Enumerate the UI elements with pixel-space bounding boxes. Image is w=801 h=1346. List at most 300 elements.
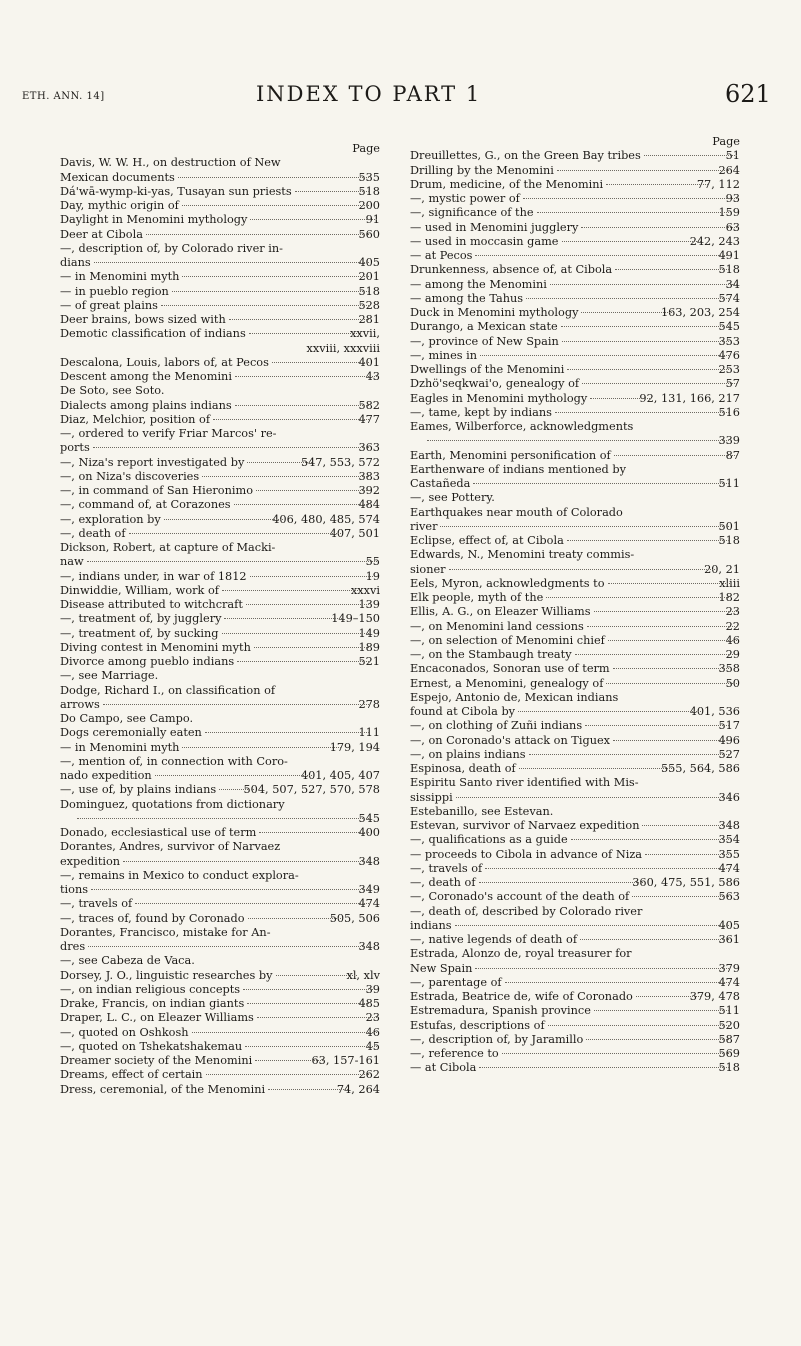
page-reference: 496	[718, 733, 740, 747]
index-entry	[60, 584, 380, 598]
index-entry	[60, 912, 380, 926]
dot-leader	[644, 155, 737, 156]
dot-leader	[590, 398, 650, 399]
index-entry	[60, 798, 380, 827]
entry-text: —, qualifications as a guide	[410, 833, 568, 847]
entry-text: Ellis, A. G., on Eleazer Williams	[410, 605, 591, 619]
entry-text: —, mystic power of	[410, 192, 520, 205]
index-entry	[60, 954, 380, 968]
entry-text: Espinosa, death of	[410, 762, 516, 775]
index-entry	[410, 320, 740, 334]
page-reference: 520	[718, 1018, 740, 1032]
page-reference: 77, 112	[696, 177, 740, 191]
entry-text: —, on selection of Menomini chief	[410, 633, 605, 647]
index-entry	[410, 691, 740, 720]
index-entry	[60, 342, 380, 356]
dot-leader	[257, 1017, 377, 1018]
page-reference: 74, 264	[336, 1082, 380, 1096]
dot-leader	[479, 882, 644, 883]
dot-leader	[234, 504, 370, 505]
dot-leader	[249, 333, 361, 334]
entry-text: Day, mythic origin of	[60, 199, 179, 212]
dot-leader	[567, 369, 729, 370]
index-entry	[60, 370, 380, 384]
index-entry	[410, 349, 740, 363]
entry-text: Elk people, myth of the	[410, 591, 544, 604]
index-entry	[410, 762, 740, 776]
index-entry	[60, 185, 380, 199]
entry-text: —, Niza's report investigated by	[60, 455, 245, 469]
entry-text: —, travels of	[60, 897, 133, 911]
dot-leader	[243, 989, 377, 990]
dot-leader	[272, 362, 370, 363]
page-reference: 242, 243	[689, 234, 740, 248]
entry-text: Donado, ecclesiastical use of term	[60, 826, 257, 839]
page-reference: 253	[718, 363, 740, 376]
dot-leader	[164, 519, 283, 520]
dot-leader	[202, 476, 369, 477]
page-reference: 201	[358, 270, 380, 284]
dot-leader	[562, 241, 701, 242]
page-reference: 474	[718, 861, 740, 875]
entry-text: —, description of, by Colorado river in-	[60, 241, 283, 255]
entry-text: —, tame, kept by indians	[410, 405, 552, 419]
index-entry	[60, 228, 380, 242]
page-reference: 407, 501	[329, 526, 380, 540]
dot-leader	[456, 797, 730, 798]
entry-text: — among the Menomini	[410, 277, 547, 291]
page-reference: 518	[358, 184, 380, 198]
index-entry	[410, 406, 740, 420]
dot-leader	[645, 854, 729, 855]
index-entry	[60, 1068, 380, 1082]
index-entry	[60, 712, 380, 726]
index-entry	[60, 299, 380, 313]
dot-leader	[268, 1089, 348, 1090]
page-reference: 360, 475, 551, 586	[632, 876, 740, 889]
page-reference: 504, 507, 527, 570, 578	[243, 783, 380, 797]
index-entry	[410, 1033, 740, 1047]
entry-text: —, exploration by	[60, 512, 161, 526]
dot-leader	[129, 533, 341, 534]
dot-leader	[594, 1010, 730, 1011]
index-entry	[410, 905, 740, 934]
page-reference: 149–150	[331, 612, 380, 626]
page-reference: 353	[718, 334, 740, 348]
entry-text: Drake, Francis, on indian giants	[60, 997, 245, 1010]
index-entry	[60, 313, 380, 327]
entry-text: —, treatment of, by sucking	[60, 626, 219, 640]
entry-text: Estrada, Alonzo de, royal treasurer for	[410, 947, 632, 961]
page-reference: 563	[718, 890, 740, 904]
dot-leader	[636, 996, 701, 997]
dot-leader	[594, 611, 737, 612]
page-reference: 92, 131, 166, 217	[639, 391, 740, 405]
index-entry	[60, 869, 380, 898]
entry-text: — proceeds to Cibola in advance of Niza	[410, 847, 642, 861]
entry-text: —, description of, by Jaramillo	[410, 1032, 584, 1046]
index-entry	[60, 612, 380, 626]
entry-text: — in Menomini myth	[60, 740, 180, 754]
dot-leader	[246, 604, 370, 605]
index-entry	[60, 826, 380, 840]
entry-text: —, remains in Mexico to conduct explora-	[60, 868, 299, 882]
entry-text: Dogs ceremonially eaten	[60, 726, 202, 740]
dot-leader	[615, 269, 729, 270]
index-entry	[60, 840, 380, 869]
entry-text: Edwards, N., Menomini treaty commis-	[410, 548, 635, 562]
index-entry	[410, 206, 740, 220]
page-reference: 476	[718, 348, 740, 362]
index-entry	[410, 1047, 740, 1061]
entry-text: Divorce among pueblo indians	[60, 655, 235, 668]
dot-leader	[237, 661, 369, 662]
entry-text: Daylight in Menomini mythology	[60, 213, 248, 227]
index-entry	[410, 648, 740, 662]
index-entry	[410, 833, 740, 847]
page-reference: 348	[358, 854, 380, 868]
entry-text: Dominguez, quotations from dictionary	[60, 797, 285, 811]
index-entry	[410, 876, 740, 890]
index-entry	[410, 819, 740, 833]
entry-text: arrows	[60, 697, 100, 711]
page-reference: 569	[718, 1047, 740, 1060]
dot-leader	[178, 177, 370, 178]
entry-text: Descalona, Louis, labors of, at Pecos	[60, 355, 269, 369]
dot-leader	[475, 968, 729, 969]
page-reference: 200	[358, 199, 380, 212]
dot-leader	[606, 184, 708, 185]
entry-text: Do Campo, see Campo.	[60, 712, 194, 725]
entry-text: — used in Menomini jugglery	[410, 220, 579, 234]
dot-leader	[205, 732, 370, 733]
running-head-title: INDEX TO PART 1	[256, 82, 482, 106]
entry-text: —, in command of San Hieronimo	[60, 484, 254, 497]
index-entry	[410, 392, 740, 406]
index-entry	[60, 413, 380, 427]
index-entry	[410, 449, 740, 463]
dot-leader	[608, 583, 731, 584]
dot-leader	[502, 1053, 730, 1054]
page-reference: 401, 536	[689, 705, 740, 718]
dot-leader	[479, 1067, 729, 1068]
entry-text: Dorantes, Andres, survivor of Narvaez	[60, 840, 281, 854]
index-entry	[410, 335, 740, 349]
dot-leader	[87, 561, 377, 562]
dot-leader	[580, 939, 729, 940]
index-entry	[410, 235, 740, 249]
index-entry	[410, 605, 740, 619]
index-entry	[60, 384, 380, 398]
running-head-left: ETH. ANN. 14]	[22, 91, 105, 102]
index-entry	[410, 976, 740, 990]
page-reference: 363	[358, 441, 380, 455]
entry-text: Dialects among plains indians	[60, 398, 232, 412]
page-reference: 278	[358, 697, 380, 711]
dot-leader	[213, 419, 369, 420]
index-entry	[60, 627, 380, 641]
page-reference: 405	[358, 256, 380, 269]
entry-text: indians	[410, 918, 452, 932]
page-reference: 485	[358, 997, 380, 1010]
index-entry	[60, 399, 380, 413]
page-reference: 491	[718, 249, 740, 262]
page-reference: 560	[358, 227, 380, 241]
dot-leader	[546, 597, 729, 598]
entry-text: Dreams, effect of certain	[60, 1068, 203, 1082]
page-reference: 401, 405, 407	[300, 769, 380, 782]
page-reference: 527	[718, 747, 740, 761]
dot-leader	[219, 789, 254, 790]
page-reference: xl, xlv	[346, 968, 380, 982]
index-column-left	[60, 142, 380, 1097]
entry-text: expedition	[60, 854, 121, 868]
dot-leader	[537, 212, 730, 213]
page-reference: 505, 506	[329, 911, 380, 925]
index-entry	[410, 149, 740, 163]
dot-leader	[548, 1025, 730, 1026]
dot-leader	[77, 818, 369, 819]
dot-leader	[254, 647, 370, 648]
page-reference: xxviii, xxxviii	[306, 341, 380, 355]
entry-text: Diaz, Melchior, position of	[60, 412, 211, 426]
dot-leader	[614, 455, 737, 456]
entry-text: Dwellings of the Menomini	[410, 363, 565, 376]
index-entry	[410, 848, 740, 862]
index-entry	[410, 662, 740, 676]
entry-text: —, see Pottery.	[410, 491, 495, 505]
dot-leader	[587, 626, 737, 627]
index-entry	[410, 221, 740, 235]
index-entry	[410, 634, 740, 648]
entry-text: —, province of New Spain	[410, 334, 559, 348]
index-entry	[60, 684, 380, 713]
page-reference: 264	[718, 163, 740, 177]
index-entry	[60, 270, 380, 284]
page-reference: 63, 157-161	[311, 1054, 380, 1067]
page-reference: 516	[718, 405, 740, 419]
entry-text: Eels, Myron, acknowledgments to	[410, 576, 605, 590]
entry-text: Descent among the Menomini	[60, 370, 232, 383]
dot-leader	[480, 355, 729, 356]
index-entry	[60, 484, 380, 498]
dot-leader	[222, 633, 370, 634]
index-entry	[60, 983, 380, 997]
page-reference: 501	[718, 519, 740, 533]
index-entry	[60, 527, 380, 541]
dot-leader	[518, 711, 701, 712]
dot-leader	[582, 383, 737, 384]
entry-text: found at Cibola by	[410, 705, 516, 718]
page-reference: 518	[718, 534, 740, 547]
index-entry	[410, 292, 740, 306]
entry-text: Davis, W. W. H., on destruction of New	[60, 156, 281, 170]
entry-text: —, mines in	[410, 348, 478, 362]
index-entry	[60, 655, 380, 669]
dot-leader	[248, 918, 341, 919]
dot-leader	[581, 312, 671, 313]
index-entry	[60, 726, 380, 740]
page-reference: 361	[718, 933, 740, 946]
entry-text: —, on plains indians	[410, 747, 526, 761]
index-entry	[410, 591, 740, 605]
entry-text: —, parentage of	[410, 975, 502, 989]
index-entry	[60, 1054, 380, 1068]
entry-text: —, native legends of death of	[410, 933, 578, 946]
entry-text: —, mention of, in connection with Coro-	[60, 754, 288, 768]
entry-text: Eames, Wilberforce, acknowledgments	[410, 420, 634, 433]
page-reference: 355	[718, 847, 740, 861]
index-entry	[410, 748, 740, 762]
page-reference: 139	[358, 598, 380, 611]
dot-leader	[135, 903, 369, 904]
index-entry	[410, 377, 740, 391]
dot-leader	[224, 618, 342, 619]
page-reference: 159	[718, 206, 740, 220]
entry-text: Deer brains, bows sized with	[60, 313, 226, 326]
dot-leader	[586, 1039, 729, 1040]
dot-leader	[523, 198, 737, 199]
entry-text: —, on Niza's discoveries	[60, 469, 200, 483]
dot-leader	[561, 326, 730, 327]
dot-leader	[557, 170, 730, 171]
entry-text: Dorsey, J. O., linguistic researches by	[60, 968, 273, 982]
page-reference: 182	[718, 591, 740, 604]
index-entry	[410, 491, 740, 505]
entry-text: Drilling by the Menomini	[410, 163, 554, 177]
entry-text: Encaconados, Sonoran use of term	[410, 662, 610, 676]
index-entry	[410, 734, 740, 748]
entry-text: dians	[60, 256, 91, 269]
entry-text: sissippi	[410, 790, 453, 804]
dot-leader	[235, 376, 377, 377]
index-entry	[60, 456, 380, 470]
dot-leader	[250, 219, 376, 220]
entry-text: naw	[60, 555, 84, 569]
dot-leader	[555, 412, 729, 413]
index-entry	[60, 598, 380, 612]
entry-text: Castañeda	[410, 477, 471, 490]
entry-text: Demotic classification of indians	[60, 327, 246, 341]
dot-leader	[222, 590, 362, 591]
entry-text: Earthquakes near mouth of Colorado	[410, 505, 623, 519]
page-reference: 511	[718, 477, 740, 490]
entry-text: Earthenware of indians mentioned by	[410, 462, 626, 476]
page-reference: 339	[718, 434, 740, 448]
index-entry	[410, 990, 740, 1004]
index-entry	[410, 420, 740, 449]
page-reference: 477	[358, 412, 380, 426]
index-entry	[60, 1011, 380, 1025]
entry-text: Dorantes, Francisco, mistake for An-	[60, 925, 271, 939]
index-entry	[60, 641, 380, 655]
dot-leader	[475, 255, 729, 256]
dot-leader	[613, 740, 729, 741]
entry-text: —, Coronado's account of the death of	[410, 890, 630, 904]
entry-text: Dickson, Robert, at capture of Macki-	[60, 541, 276, 554]
index-column-right	[410, 135, 740, 1076]
index-entry	[410, 306, 740, 320]
page-reference: 574	[718, 291, 740, 305]
index-entry	[410, 178, 740, 192]
page-reference: 518	[718, 1061, 740, 1075]
index-entry	[60, 199, 380, 213]
dot-leader	[606, 683, 736, 684]
index-entry	[410, 1004, 740, 1018]
page-reference: 262	[358, 1068, 380, 1082]
page-reference: 111	[358, 726, 380, 740]
page-reference: 179, 194	[329, 740, 380, 754]
entry-text: dres	[60, 940, 86, 953]
entry-text: — used in moccasin game	[410, 234, 559, 248]
page-reference: 401	[358, 355, 380, 369]
entry-text: —, see Marriage.	[60, 669, 159, 683]
entry-text: nado expedition	[60, 769, 152, 782]
dot-leader	[276, 975, 358, 976]
page-reference: 545	[358, 811, 380, 825]
entry-text: Eagles in Menomini mythology	[410, 391, 588, 405]
page-reference: 528	[358, 298, 380, 312]
page-reference: 400	[358, 826, 380, 839]
entry-text: Espiritu Santo river identified with Mis-	[410, 776, 639, 790]
dot-leader	[88, 946, 369, 947]
index-entry	[60, 327, 380, 341]
entry-text: Draper, L. C., on Eleazer Williams	[60, 1011, 254, 1025]
entry-text: Dinwiddie, William, work of	[60, 583, 219, 597]
index-entry	[60, 470, 380, 484]
page-reference: 348	[358, 940, 380, 953]
index-entry	[410, 506, 740, 535]
page-reference: 518	[718, 263, 740, 277]
entry-text: tions	[60, 883, 89, 896]
entry-text: —, on Menomini land cessions	[410, 619, 584, 633]
page-reference: 474	[358, 897, 380, 911]
index-entry	[410, 719, 740, 733]
dot-leader	[93, 447, 370, 448]
index-entry	[60, 356, 380, 370]
page-reference: xliii	[719, 576, 740, 590]
page-column-label: Page	[712, 135, 740, 148]
dot-leader	[229, 319, 370, 320]
entry-text: Dreamer society of the Menomini	[60, 1054, 253, 1067]
dot-leader	[103, 704, 370, 705]
entry-text: Drum, medicine, of the Menomini	[410, 177, 604, 191]
page-reference: 535	[358, 170, 380, 184]
index-entry	[60, 541, 380, 570]
index-entry	[410, 805, 740, 819]
dot-leader	[473, 483, 729, 484]
dot-leader	[485, 868, 729, 869]
index-entries	[60, 156, 380, 1097]
page-reference: 163, 203, 254	[660, 306, 740, 319]
entry-text: — of great plains	[60, 298, 158, 312]
index-entry	[60, 669, 380, 683]
entry-text: —, reference to	[410, 1047, 499, 1060]
page-reference: 582	[358, 398, 380, 412]
dot-leader	[505, 982, 730, 983]
dot-leader	[550, 284, 737, 285]
page-reference: 281	[358, 313, 380, 326]
dot-leader	[94, 262, 370, 263]
index-entry	[410, 164, 740, 178]
index-entry	[410, 1061, 740, 1075]
entry-text: Dreuillettes, G., on the Green Bay tribes	[410, 149, 641, 163]
dot-leader	[255, 1060, 322, 1061]
entry-text: De Soto, see Soto.	[60, 384, 165, 398]
page-reference: 521	[358, 655, 380, 668]
page-reference: 484	[358, 498, 380, 512]
page-reference: 354	[718, 833, 740, 847]
